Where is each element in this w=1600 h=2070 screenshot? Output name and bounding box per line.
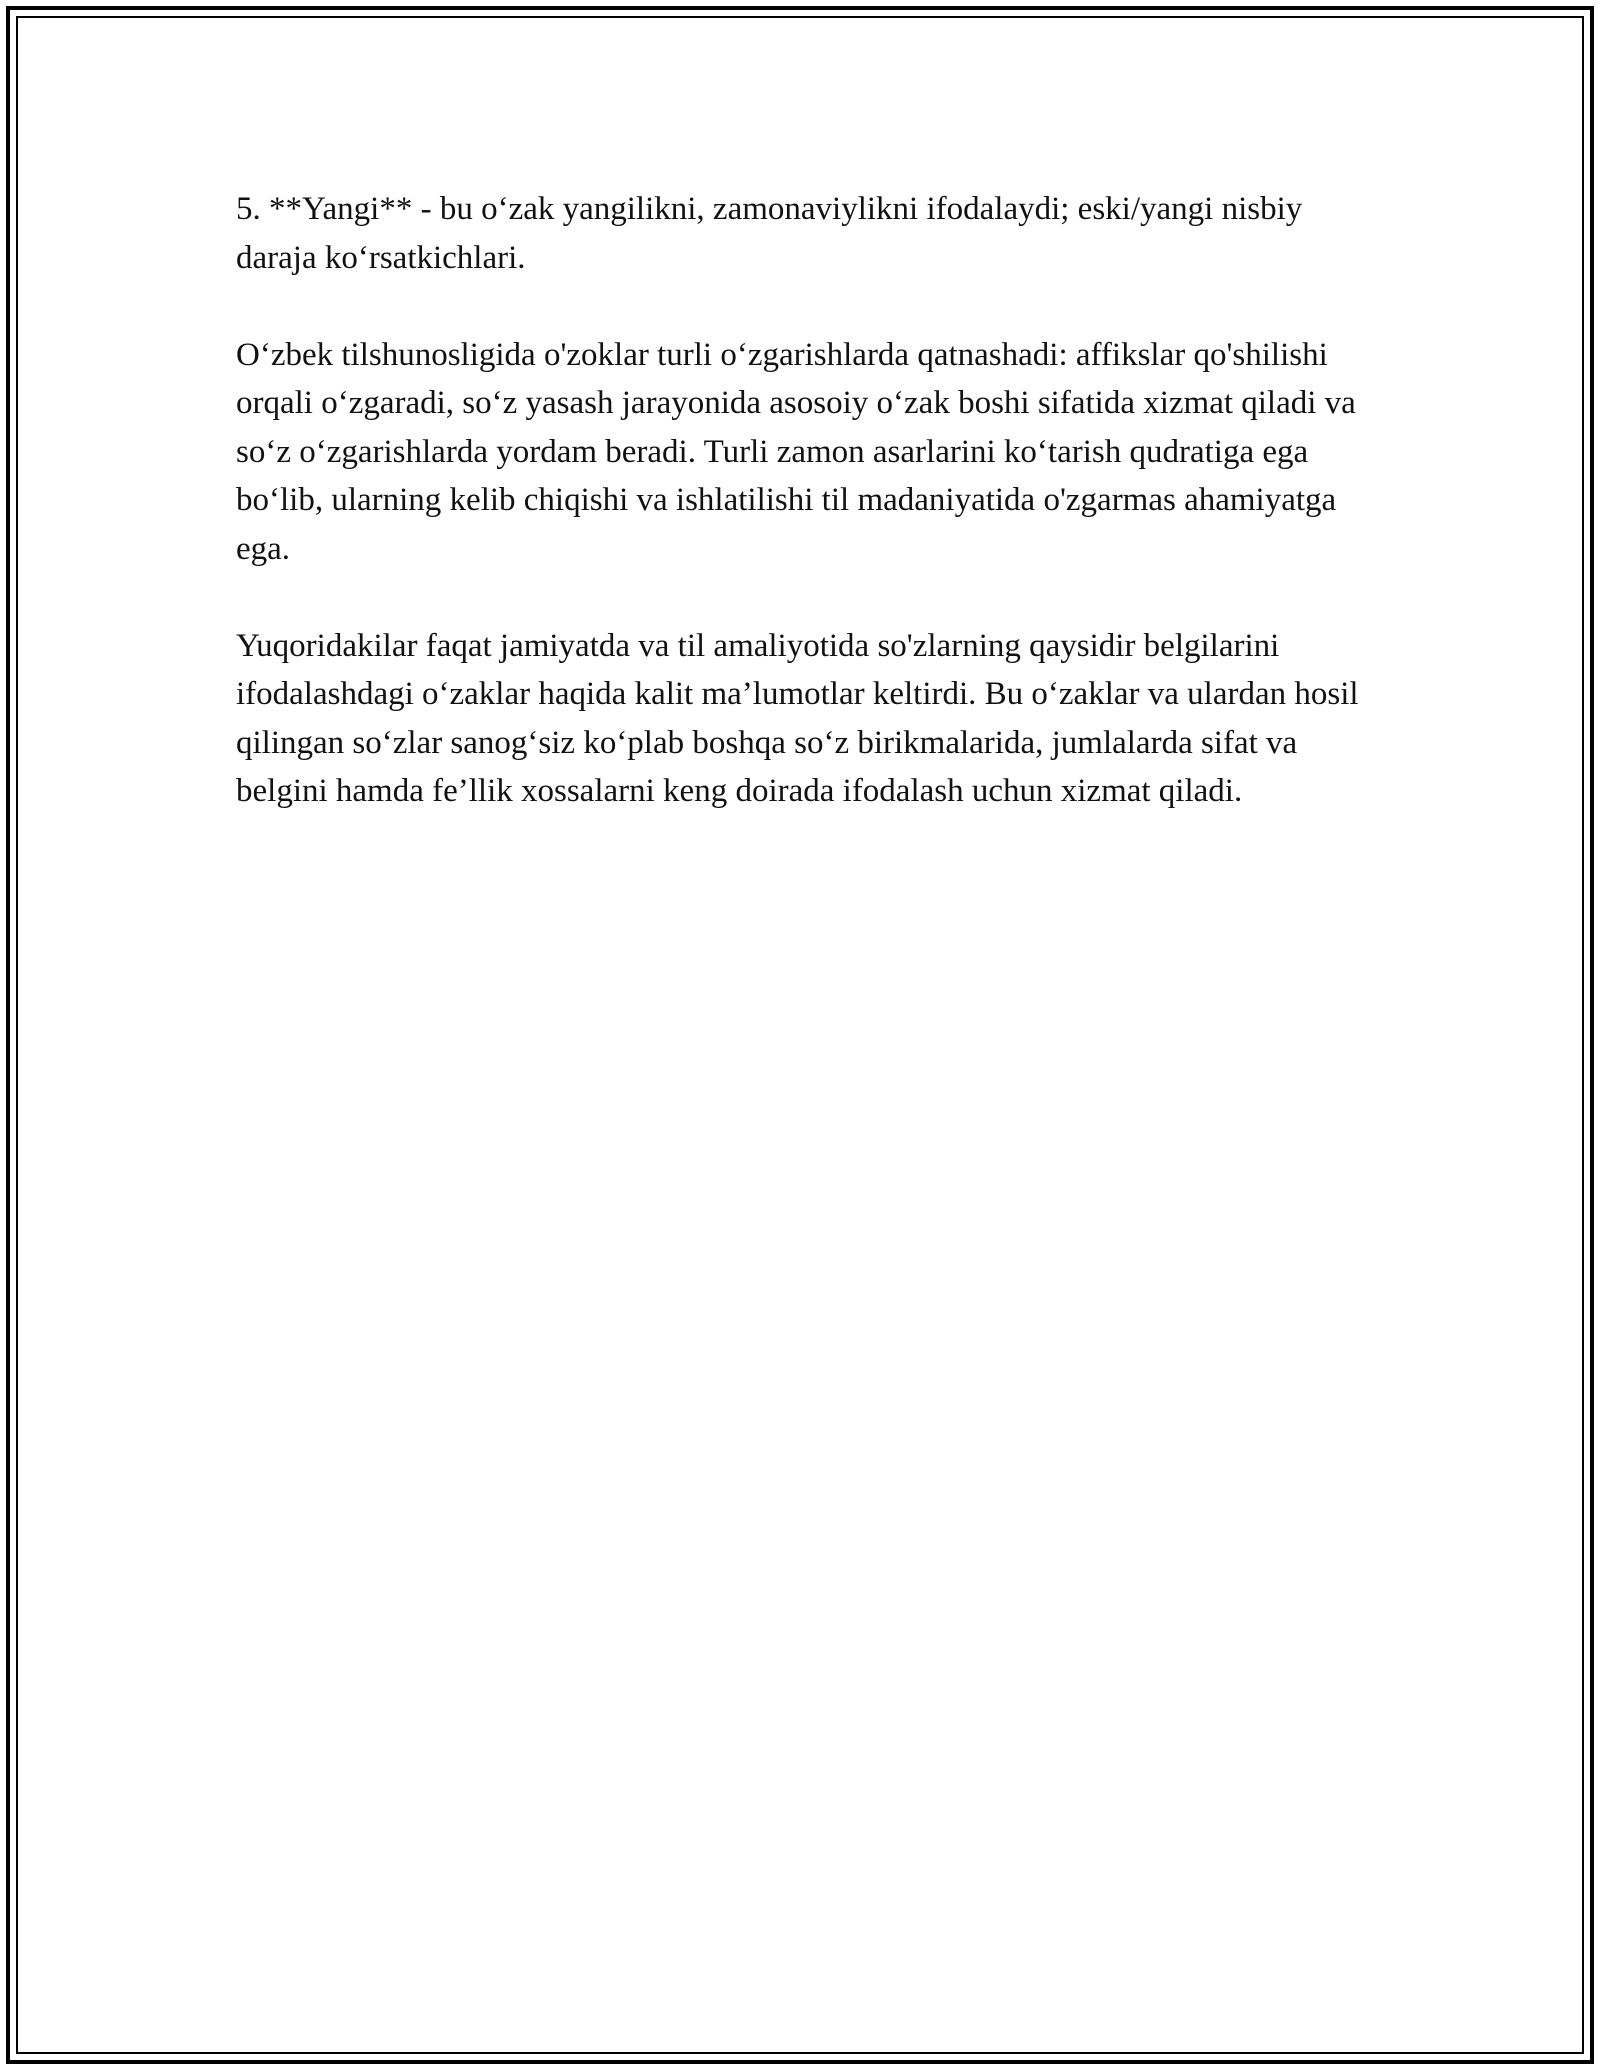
paragraph-yangi: 5. **Yangi** - bu o‘zak yangilikni, zamonaviylikni ifodalaydi; eski/yangi nisbiy daraja ko‘rsatkichlari. bbox=[236, 191, 1303, 276]
document-body bbox=[236, 185, 1366, 864]
paragraph-ozbek-tilshunosligi: O‘zbek tilshunosligida o'zoklar turli o‘zgarishlarda qatnashadi: affikslar qo'shilishi orqali o‘zgaradi, so‘z yasash jarayonida asosoiy o‘zak boshi sifatida xizmat qiladi va so‘z o‘zgarishlarda yordam beradi. Turli zamon asarlarini ko‘tarish qudratiga ega bo‘lib, ularning kelib chiqishi va ishlatilishi til madaniyatida o'zgarmas ahamiyatga ega. bbox=[236, 336, 1356, 567]
paragraph-yuqoridakilar: Yuqoridakilar faqat jamiyatda va til amaliyotida so'zlarning qaysidir belgilarini ifodalashdagi o‘zaklar haqida kalit ma’lumotlar keltirdi. Bu o‘zaklar va ulardan hosil qilingan so‘zlar sanog‘siz ko‘plab boshqa so‘z birikmalarida, jumlalarda sifat va belgini hamda fe’llik xossalarni keng doirada ifodalash uchun xizmat qiladi. bbox=[236, 627, 1359, 809]
